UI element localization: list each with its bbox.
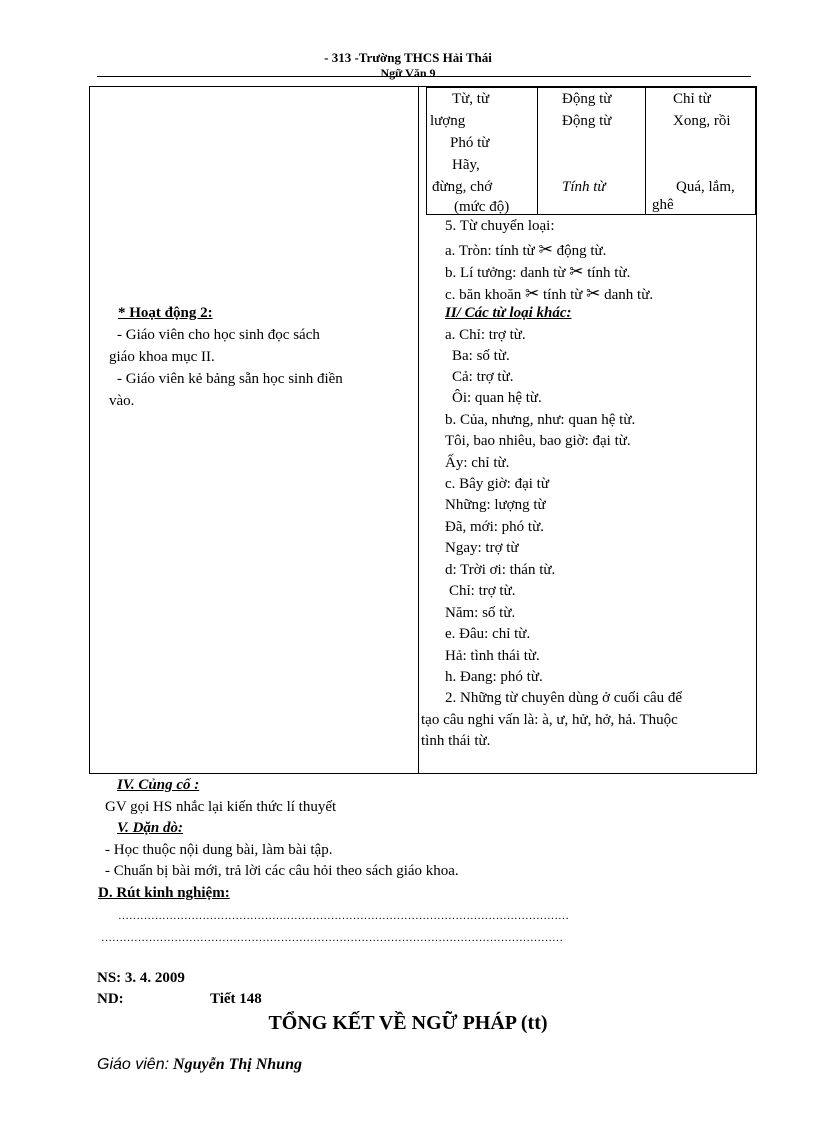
teacher-name: Nguyễn Thị Nhung: [173, 1056, 302, 1073]
table-cell: đừng, chớ: [432, 179, 493, 195]
word-item: Đã, mới: phó từ.: [445, 519, 544, 535]
header-rule: [97, 76, 751, 77]
table-cell: Hãy,: [452, 157, 480, 173]
scissors-icon: ✂: [569, 262, 584, 281]
table-cell: Tính từ: [562, 179, 606, 195]
fill-dots: ………………………………………………………………………………………………………………: [101, 932, 563, 944]
word-item: Năm: số từ.: [445, 605, 516, 621]
closing-line: tạo câu nghi vấn là: à, ư, hử, hở, hả. Thuộc: [421, 712, 678, 728]
word-item: Ôi: quan hệ từ.: [452, 390, 542, 406]
table-cell: lượng: [430, 113, 466, 129]
subject-header: Ngữ Văn 9: [380, 66, 436, 80]
table-column-divider: [418, 86, 419, 774]
closing-line: tình thái từ.: [421, 733, 491, 749]
homework-line: - Chuẩn bị bài mới, trả lời các câu hỏi theo sách giáo khoa.: [105, 863, 459, 879]
word-item: c. Bây giờ: đại từ: [445, 476, 549, 492]
scissors-icon: ✂: [538, 240, 553, 259]
word-item: Ngay: trợ từ: [445, 540, 519, 556]
table-cell: Quá, lắm,: [676, 179, 735, 195]
word-item: a. Chỉ: trợ từ.: [445, 327, 526, 343]
homework-line: - Học thuộc nội dung bài, làm bài tập.: [105, 842, 333, 858]
activity-heading: * Hoạt động 2:: [118, 305, 213, 321]
table-col-divider: [537, 88, 538, 214]
closing-line: 2. Những từ chuyên dùng ở cuối câu để: [445, 690, 683, 706]
experience-title: D. Rút kinh nghiệm:: [98, 885, 230, 901]
section-5-heading: V. Dặn dò:: [117, 820, 183, 836]
table-cell: (mức độ): [454, 199, 510, 215]
table-cell: Phó từ: [450, 135, 490, 151]
word-item: e. Đâu: chỉ từ.: [445, 626, 531, 642]
left-line: vào.: [109, 393, 135, 409]
word-item: Ba: số từ.: [452, 348, 510, 364]
section-4-title: IV. Củng cố :: [117, 777, 200, 793]
word-item: Hả: tình thái từ.: [445, 648, 540, 664]
table-cell: Động từ: [562, 91, 612, 107]
teacher-label: Giáo viên:: [97, 1056, 170, 1073]
word-item: Cả: trợ từ.: [452, 369, 514, 385]
table-col-divider: [645, 88, 646, 214]
word-item: h. Đang: phó từ.: [445, 669, 543, 685]
left-line: giáo khoa mục II.: [109, 349, 215, 365]
conversion-line-a: a. Tròn: tính từ ✂ động từ.: [445, 240, 607, 259]
table-cell: Xong, rồi: [673, 113, 731, 129]
nd-label: ND:: [97, 991, 124, 1007]
section-4-text: GV gọi HS nhắc lại kiến thức lí thuyết: [105, 799, 337, 815]
scissors-icon: ✂: [524, 284, 540, 303]
word-item: Những: lượng từ: [445, 497, 546, 513]
page-header-line: - 313 -Trường THCS Hải Thái: [324, 50, 492, 65]
conversion-line-b: b. Lí tưởng: danh từ ✂ tính từ.: [445, 262, 631, 281]
section-5-title: 5. Từ chuyển loại:: [445, 218, 555, 234]
word-item: d: Trời ơi: thán từ.: [445, 562, 556, 578]
word-item: Ấy: chỉ từ.: [445, 455, 510, 471]
lesson-number: Tiết 148: [210, 991, 262, 1007]
left-line: - Giáo viên cho học sinh đọc sách: [117, 327, 320, 343]
word-item: Tôi, bao nhiêu, bao giờ: đại từ.: [445, 433, 631, 449]
ns-date: NS: 3. 4. 2009: [97, 970, 185, 986]
table-cell: ghê: [652, 197, 674, 213]
section-2-title: II/ Các từ loại khác:: [445, 305, 572, 321]
word-item: b. Của, nhưng, như: quan hệ từ.: [445, 412, 636, 428]
table-cell: Động từ: [562, 113, 612, 129]
table-cell: Chỉ từ: [673, 91, 711, 107]
fill-dots: ……………………………………………………………………………………………………………: [118, 910, 569, 922]
teacher-line: [97, 1056, 302, 1074]
word-item: Chỉ: trợ từ.: [449, 583, 516, 599]
scissors-icon: ✂: [586, 284, 601, 303]
lesson-title: TỔNG KẾT VỀ NGỮ PHÁP (tt): [268, 1012, 548, 1034]
conversion-line-c: c. băn khoăn ✂ tính từ ✂ danh từ.: [445, 284, 654, 303]
left-line: - Giáo viên kẻ bảng sẵn học sinh điền: [117, 371, 343, 387]
table-cell: Từ, từ: [452, 91, 490, 107]
